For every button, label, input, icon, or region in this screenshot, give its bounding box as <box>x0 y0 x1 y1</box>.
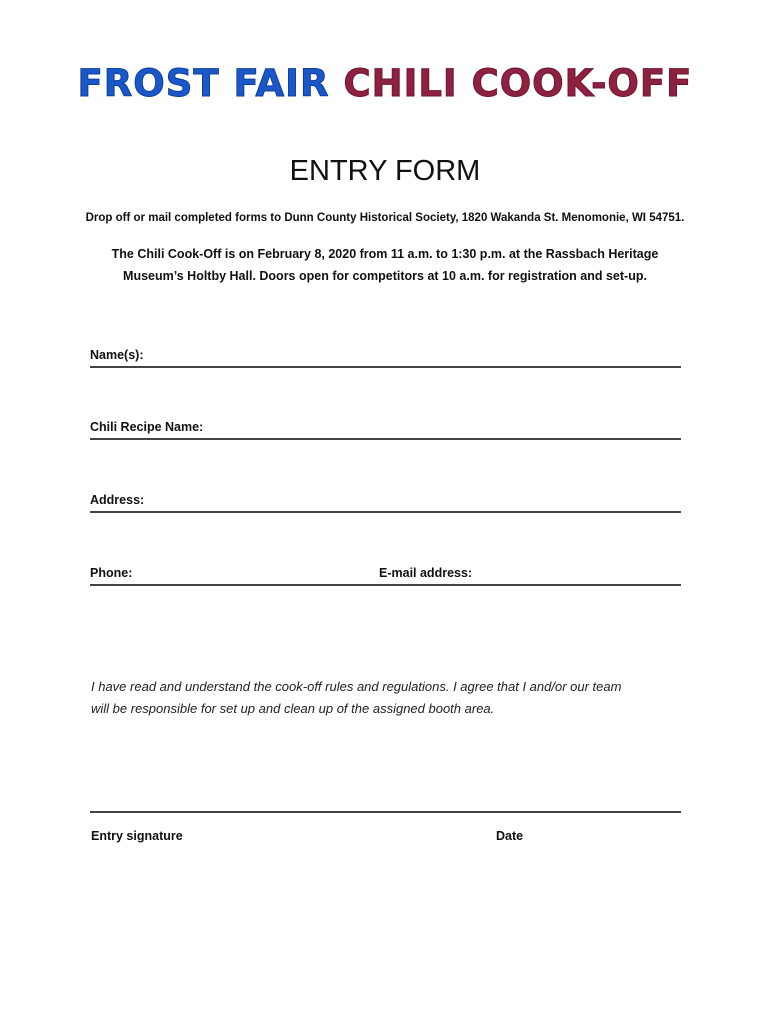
event-info-line1: The Chili Cook-Off is on February 8, 2020 from 11 a.m. to 1:30 p.m. at the Rassbach Heritage <box>111 247 659 261</box>
event-info <box>0 243 770 287</box>
banner-chili-cook-off: CHILI COOK-OFF <box>343 62 693 105</box>
dropoff-instructions: Drop off or mail completed forms to Dunn County Historical Society, 1820 Wakanda St. Menomonie, WI 54751. <box>85 212 685 224</box>
recipe-name-label: Chili Recipe Name: <box>90 420 204 434</box>
form-title: ENTRY FORM <box>289 155 481 187</box>
address-label: Address: <box>90 493 145 507</box>
email-label: E-mail address: <box>379 566 473 580</box>
event-banner <box>0 62 770 105</box>
phone-label: Phone: <box>90 566 133 580</box>
banner-frost-fair: FROST FAIR <box>77 62 330 105</box>
entry-signature-label: Entry signature <box>91 829 183 843</box>
event-info-line2: Museum’s Holtby Hall. Doors open for competitors at 10 a.m. for registration and set-up. <box>123 269 647 283</box>
date-label: Date <box>496 829 524 843</box>
recipe-name-field[interactable] <box>90 416 681 440</box>
phone-email-field[interactable] <box>90 562 681 586</box>
address-field[interactable] <box>90 489 681 513</box>
names-field[interactable] <box>90 344 681 368</box>
signature-line[interactable] <box>90 811 681 813</box>
agreement-line1: I have read and understand the cook-off rules and regulations. I agree that I and/or our team <box>91 679 622 694</box>
names-label: Name(s): <box>90 348 144 362</box>
agreement-line2: will be responsible for set up and clean up of the assigned booth area. <box>91 701 495 716</box>
agreement-statement <box>91 676 691 720</box>
